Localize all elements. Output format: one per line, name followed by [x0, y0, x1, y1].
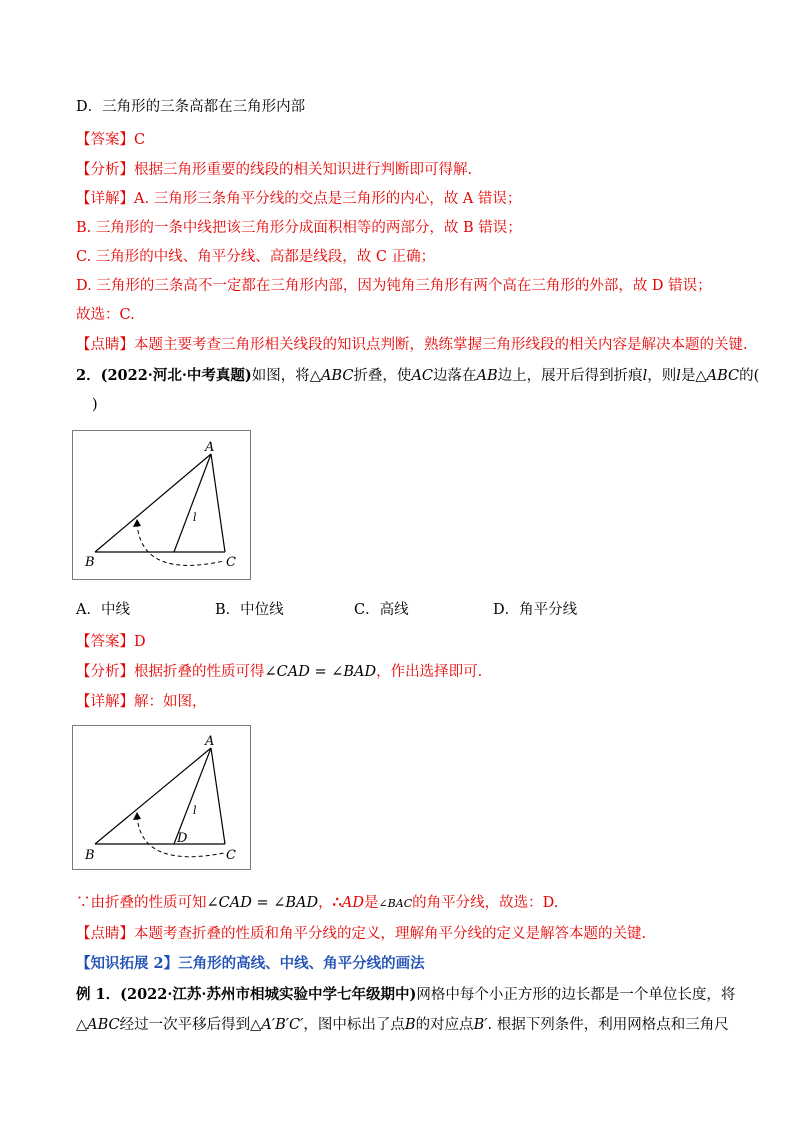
math-l: l: [642, 368, 648, 384]
q2-source: (2022·河北·中考真题): [100, 367, 252, 384]
q2-because: [76, 893, 740, 914]
extension-heading: [76, 954, 740, 974]
q2-analysis: [76, 662, 740, 682]
detail-tag: 【详解】: [76, 694, 134, 710]
label-b: B: [85, 555, 95, 570]
comment-text: 本题主要考查三角形相关线段的知识点判断，熟练掌握三角形线段的相关内容是解决本题的关键.: [134, 337, 748, 353]
figure-fold-triangle: [72, 430, 251, 580]
option-a: A．中线: [76, 602, 130, 618]
label-a: A: [205, 440, 215, 455]
answer-value: D: [134, 634, 146, 650]
label-l: l: [193, 511, 197, 524]
analysis-text: 根据三角形重要的线段的相关知识进行判断即可得解.: [134, 162, 473, 178]
stem-part: 的(: [739, 368, 760, 384]
math-angle-eq: ∠CAD = ∠BAD: [264, 664, 377, 680]
math-triangle-abc-prime: △A′B′C′: [250, 1017, 304, 1033]
comment-tag: 【点睛】: [76, 337, 134, 353]
extension-title: 三角形的高线、中线、角平分线的画法: [178, 955, 425, 972]
q1-answer: [76, 130, 740, 150]
because-text: ∵由折叠的性质可知: [76, 895, 207, 911]
stem-part: 边落在: [433, 368, 477, 384]
example1-line1: [76, 985, 740, 1005]
q1-detail-b: B. 三角形的一条中线把该三角形分成面积相等的两部分，故 B 错误；: [76, 220, 522, 236]
analysis-tag: 【分析】: [76, 664, 134, 680]
option-d: D．角平分线: [493, 602, 578, 618]
stem-part: 如图，将△: [251, 368, 321, 384]
label-d: D: [177, 831, 188, 846]
q1-detail-d: D. 三角形的三条高不一定都在三角形内部，因为钝角三角形有两个高在三角形的外部，故 D 错误；: [76, 278, 712, 294]
q1-detail-a: [76, 189, 740, 209]
label-c: C: [226, 848, 236, 863]
q2-stem-close: ): [92, 397, 98, 413]
math-angle-eq: ∠CAD = ∠BAD: [206, 895, 319, 911]
option-b: B．中位线: [215, 602, 284, 618]
option-d-text: D．三角形的三条高都在三角形内部: [76, 99, 306, 115]
q2-comment: [76, 924, 740, 944]
example-text: 网格中每个小正方形的边长都是一个单位长度，将: [416, 987, 736, 1003]
label-a: A: [205, 734, 215, 749]
example-text: 经过一次平移后得到: [119, 1017, 251, 1033]
stem-part: 是△: [680, 368, 707, 384]
because-text: 是: [363, 895, 379, 911]
fold-diagram-d: [73, 726, 250, 869]
q2-stem: [76, 366, 760, 386]
math-ad: AD: [341, 895, 364, 911]
because-text: 的角平分线，故选：D.: [412, 895, 559, 911]
math-b: B: [404, 1017, 416, 1033]
math-abc: ABC: [320, 368, 354, 384]
analysis-tag: 【分析】: [76, 162, 134, 178]
answer-tag: 【答案】: [76, 634, 134, 650]
example-text: 的对应点: [415, 1017, 474, 1033]
figure-fold-triangle-d: [72, 725, 251, 870]
math-b-prime: B′: [473, 1017, 488, 1033]
example-text: ，图中标出了点: [303, 1017, 405, 1033]
comment-text: 本题考查折叠的性质和角平分线的定义，理解角平分线的定义是解答本题的关键.: [134, 926, 647, 942]
stem-part: 折叠，使: [353, 368, 412, 384]
example-text: . 根据下列条件，利用网格点和三角尺: [487, 1017, 729, 1033]
analysis-text: 根据折叠的性质可得: [134, 664, 265, 680]
option-c: C．高线: [354, 602, 409, 618]
label-b: B: [85, 848, 95, 863]
q2-answer: [76, 632, 740, 652]
math-angle-bac: ∠BAC: [378, 897, 413, 910]
because-text: ，: [318, 895, 333, 911]
math-triangle-abc: △ABC: [76, 1017, 120, 1033]
fold-diagram: [73, 431, 250, 579]
example-label: 例 1．: [76, 986, 121, 1003]
example-source: (2022·江苏·苏州市相城实验中学七年级期中): [120, 986, 417, 1003]
q1-choose: 故选：C.: [76, 307, 135, 323]
math-l: l: [676, 368, 681, 384]
answer-value: C: [134, 132, 146, 148]
q1-analysis: [76, 160, 740, 180]
analysis-text: ，作出选择即可.: [376, 664, 483, 680]
detail-text: 解：如图，: [134, 694, 207, 710]
stem-part: ，则: [647, 368, 677, 384]
q1-comment: [76, 335, 748, 355]
extension-tag: 【知识拓展 2】: [76, 955, 179, 972]
therefore-symbol: ∴: [332, 894, 342, 911]
math-abc: ABC: [706, 368, 740, 384]
q2-detail: [76, 692, 740, 712]
label-l: l: [193, 804, 197, 817]
label-c: C: [226, 555, 236, 570]
example1-line2: [76, 1015, 740, 1035]
math-ab: AB: [476, 368, 498, 384]
q2-options: [76, 600, 740, 620]
comment-tag: 【点睛】: [76, 926, 134, 942]
detail-a-text: A. 三角形三条角平分线的交点是三角形的内心，故 A 错误；: [134, 191, 522, 207]
math-ac: AC: [411, 368, 434, 384]
q2-number: 2．: [76, 367, 101, 384]
q1-detail-c: C. 三角形的中线、角平分线、高都是线段，故 C 正确；: [76, 249, 436, 265]
stem-part: 边上，展开后得到折痕: [497, 368, 643, 384]
answer-tag: 【答案】: [76, 132, 134, 148]
detail-tag: 【详解】: [76, 191, 134, 207]
